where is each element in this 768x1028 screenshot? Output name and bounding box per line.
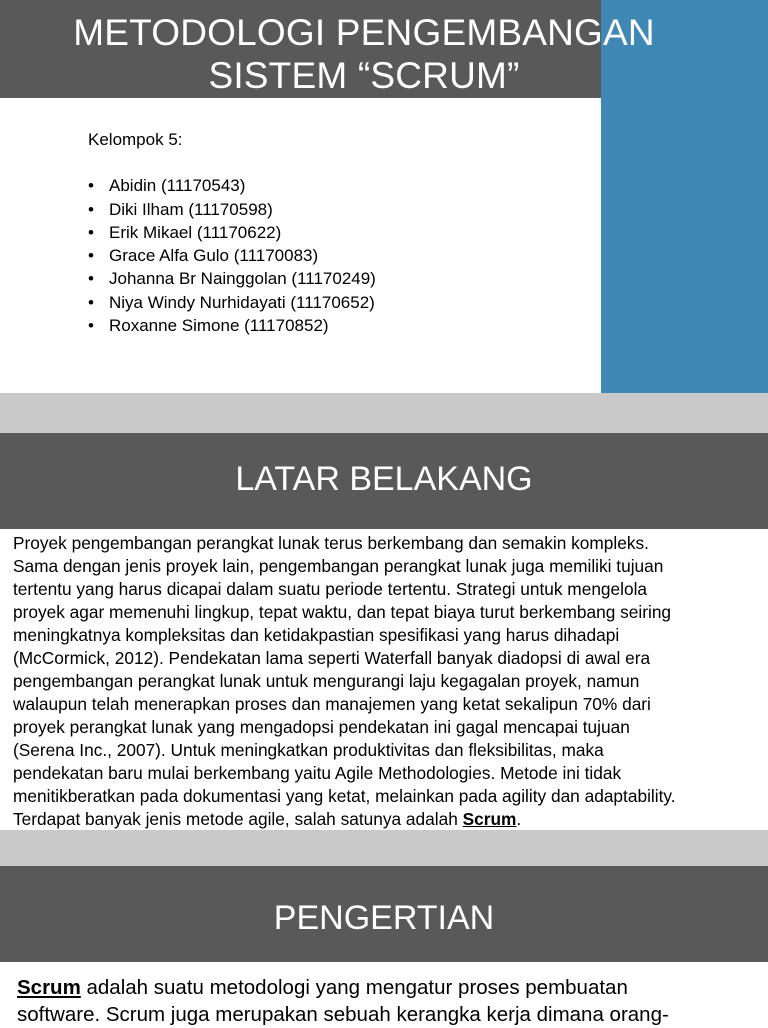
slide3-body <box>17 974 762 1028</box>
body-line-rest: adalah suatu metodologi yang mengatur proses pembuatan <box>80 976 628 999</box>
member-name: Grace Alfa Gulo (11170083) <box>109 246 319 266</box>
body-line: tertentu yang harus dicapai dalam suatu periode tertentu. Strategi untuk mengelola <box>13 579 648 599</box>
bullet: • <box>88 316 94 336</box>
body-line-last <box>13 808 758 831</box>
member-item <box>88 314 588 337</box>
bullet: • <box>88 176 94 196</box>
bullet: • <box>88 222 94 242</box>
slide-gap <box>0 393 768 433</box>
body-line: (Serena Inc., 2007). Untuk meningkatkan produktivitas dan fleksibilitas, maka <box>13 740 604 760</box>
slide3-heading: PENGERTIAN <box>273 899 495 937</box>
last-line-suffix: . <box>516 809 522 829</box>
slide2-heading: LATAR BELAKANG <box>235 460 533 498</box>
member-name: Johanna Br Nainggolan (11170249) <box>109 269 376 289</box>
slide1-title <box>0 12 728 97</box>
body-line: software. Scrum juga merupakan sebuah kerangka kerja dimana orang- <box>17 1003 669 1026</box>
slide1-title-line1: METODOLOGI PENGEMBANGAN <box>73 12 655 53</box>
scrum-term: Scrum <box>462 809 517 829</box>
bullet: • <box>88 199 94 219</box>
last-line-prefix: Terdapat banyak jenis metode agile, salah satunya adalah <box>13 809 463 829</box>
body-line: (McCormick, 2012). Pendekatan lama seperti Waterfall banyak diadopsi di awal era <box>13 648 651 668</box>
body-line: pengembangan perangkat lunak untuk mengurangi laju kegagalan proyek, namun <box>13 671 640 691</box>
bullet: • <box>88 292 94 312</box>
slide1-body <box>88 128 588 337</box>
member-item <box>88 174 588 197</box>
member-name: Erik Mikael (11170622) <box>109 222 282 242</box>
body-line <box>17 974 762 1001</box>
slide-gap <box>0 830 768 867</box>
body-line: Sama dengan jenis proyek lain, pengembangan perangkat lunak juga memiliki tujuan <box>13 556 664 576</box>
member-list <box>88 174 588 337</box>
body-line: proyek agar memenuhi lingkup, tepat waktu, dan tepat biaya turut berkembang seiring <box>13 602 672 622</box>
body-line: walaupun telah menerapkan proses dan manajemen yang ketat sekalipun 70% dari <box>13 694 651 714</box>
bullet: • <box>88 269 94 289</box>
member-item <box>88 198 588 221</box>
slide2-body <box>13 532 758 831</box>
bullet: • <box>88 246 94 266</box>
member-item <box>88 291 588 314</box>
body-line: proyek perangkat lunak yang mengadopsi pendekatan ini gagal mencapai tujuan <box>13 717 630 737</box>
scrum-term: Scrum <box>17 976 81 999</box>
group-label: Kelompok 5: <box>88 130 183 149</box>
member-item <box>88 244 588 267</box>
body-line: menitikberatkan pada dokumentasi yang ketat, melainkan pada agility dan adaptability. <box>13 786 676 806</box>
body-line: pendekatan baru mulai berkembang yaitu Agile Methodologies. Metode ini tidak <box>13 763 622 783</box>
member-item <box>88 221 588 244</box>
body-line: Proyek pengembangan perangkat lunak terus berkembang dan semakin kompleks. <box>13 533 649 553</box>
member-item <box>88 267 588 290</box>
member-name: Diki Ilham (11170598) <box>109 199 273 219</box>
member-name: Abidin (11170543) <box>109 176 246 196</box>
body-line: meningkatnya kompleksitas dan ketidakpastian spesifikasi yang harus dihadapi <box>13 625 620 645</box>
member-name: Niya Windy Nurhidayati (11170652) <box>109 292 375 312</box>
member-name: Roxanne Simone (11170852) <box>109 316 329 336</box>
slide1-title-line2: SISTEM “SCRUM” <box>208 54 520 96</box>
